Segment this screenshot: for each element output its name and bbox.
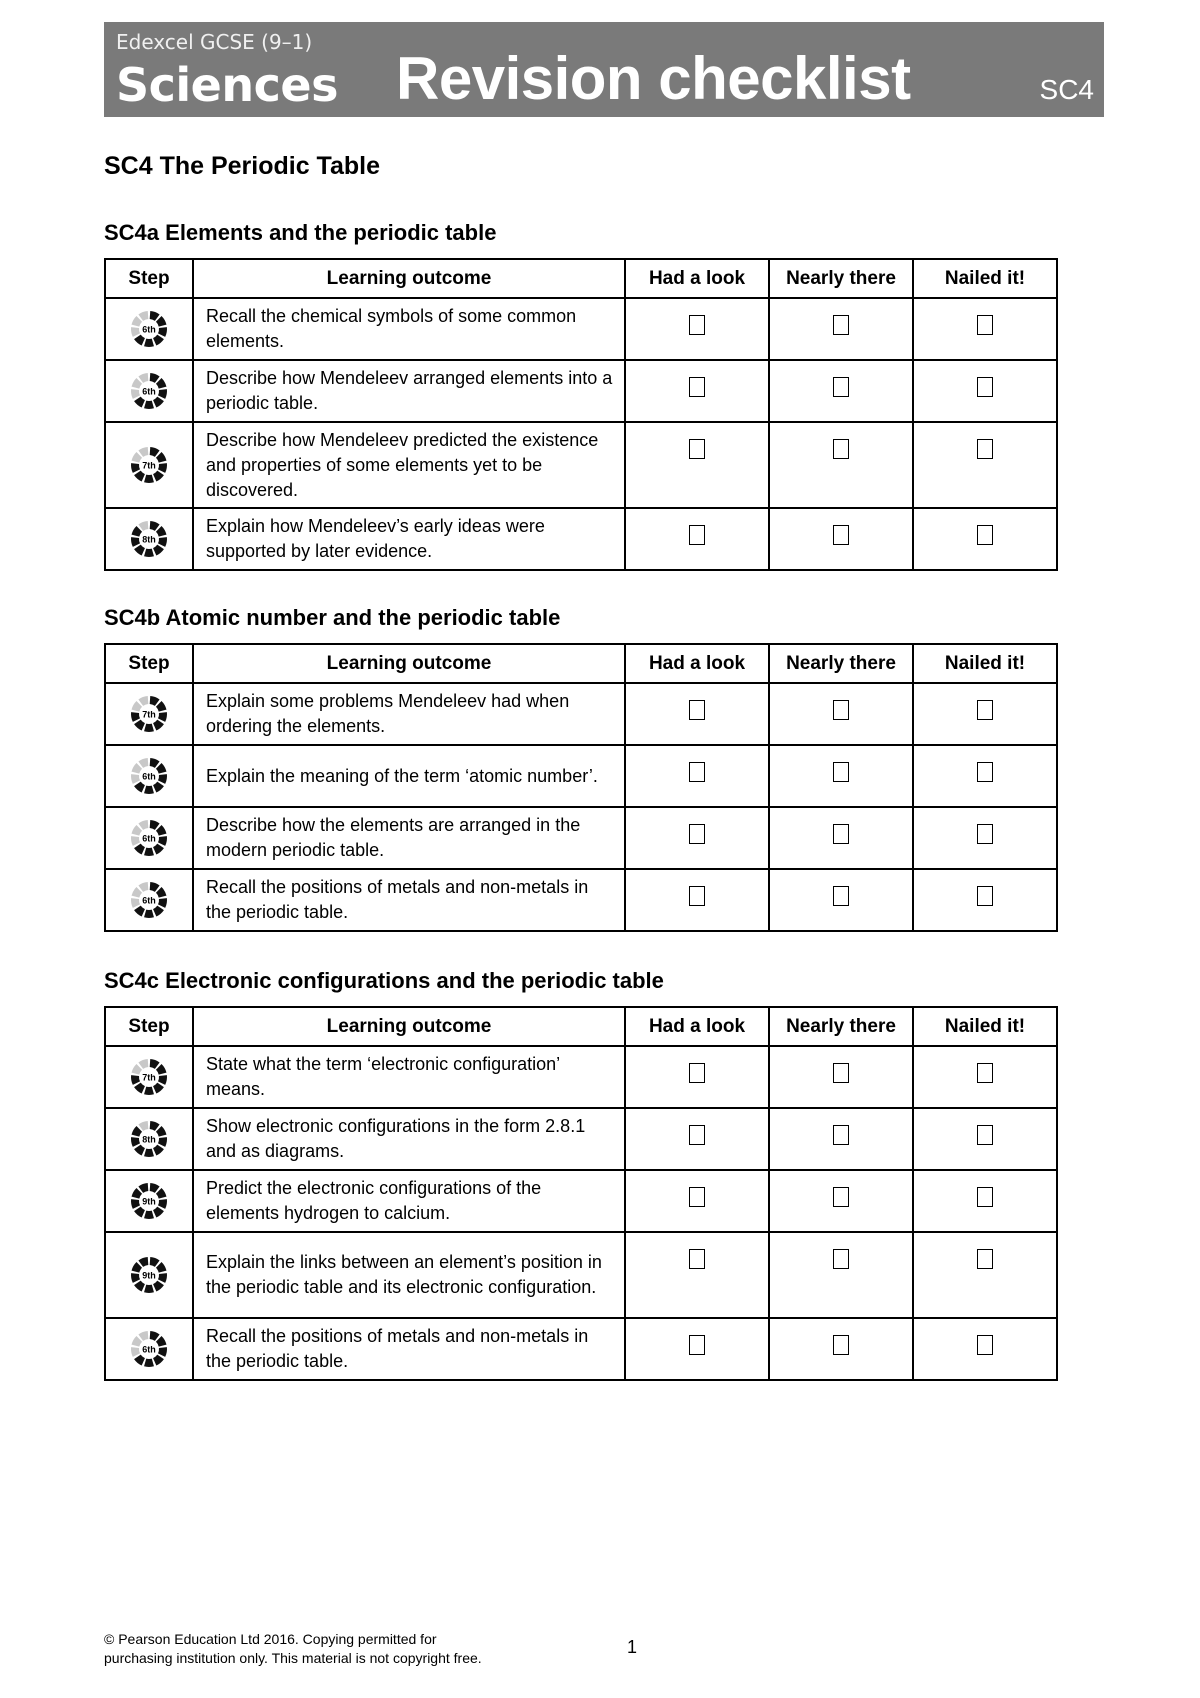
gauge-segment <box>134 844 145 855</box>
step-cell <box>105 422 193 508</box>
column-header: Nearly there <box>769 259 913 298</box>
nailed-it-checkbox[interactable] <box>977 886 993 906</box>
learning-outcome: Describe how Mendeleev arranged elements into a periodic table. <box>193 360 625 422</box>
had-a-look-cell <box>625 360 769 422</box>
gauge-segment <box>150 758 160 768</box>
gauge-segment <box>132 763 143 774</box>
step-label: 7th <box>142 1072 156 1083</box>
nearly-there-checkbox[interactable] <box>833 439 849 459</box>
gauge-segment <box>158 327 167 337</box>
nailed-it-checkbox[interactable] <box>977 1063 993 1083</box>
had-a-look-checkbox[interactable] <box>689 762 705 782</box>
gauge-segment <box>150 311 160 321</box>
step-gauge-icon <box>129 519 169 559</box>
table-header-row <box>105 644 1057 683</box>
step-cell <box>105 298 193 360</box>
column-header: Learning outcome <box>193 1007 625 1046</box>
had-a-look-cell <box>625 422 769 508</box>
gauge-segment <box>156 763 167 774</box>
column-header: Nailed it! <box>913 1007 1057 1046</box>
nailed-it-cell <box>913 422 1057 508</box>
table-row <box>105 508 1057 570</box>
gauge-segment <box>158 1075 167 1085</box>
gauge-segment <box>158 537 167 547</box>
gauge-segment <box>153 1207 164 1218</box>
step-gauge-icon <box>129 694 169 734</box>
step-label: 9th <box>142 1270 156 1281</box>
gauge-segment <box>150 1183 160 1193</box>
column-header: Nailed it! <box>913 644 1057 683</box>
nearly-there-cell <box>769 1170 913 1232</box>
page-title: SC4 The Periodic Table <box>104 152 381 180</box>
nearly-there-checkbox[interactable] <box>833 700 849 720</box>
gauge-segment <box>134 1145 145 1156</box>
column-header: Learning outcome <box>193 644 625 683</box>
step-gauge-icon <box>129 371 169 411</box>
step-cell <box>105 869 193 931</box>
had-a-look-checkbox[interactable] <box>689 886 705 906</box>
step-label: 6th <box>142 771 156 782</box>
step-label: 7th <box>142 460 156 471</box>
nailed-it-cell <box>913 360 1057 422</box>
learning-outcome: Recall the chemical symbols of some common elements. <box>193 298 625 360</box>
had-a-look-cell <box>625 869 769 931</box>
gauge-segment <box>134 545 145 556</box>
learning-outcome: Explain how Mendeleev’s early ideas were supported by later evidence. <box>193 508 625 570</box>
nearly-there-cell <box>769 298 913 360</box>
nailed-it-cell <box>913 1318 1057 1380</box>
gauge-segment <box>144 1211 154 1219</box>
gauge-segment <box>131 836 140 846</box>
had-a-look-cell <box>625 1108 769 1170</box>
gauge-segment <box>131 1347 140 1357</box>
gauge-segment <box>132 1126 143 1137</box>
checklist-table <box>104 1006 1058 1381</box>
step-label: 7th <box>142 709 156 720</box>
gauge-segment <box>153 545 164 556</box>
nailed-it-checkbox[interactable] <box>977 1125 993 1145</box>
gauge-segment <box>156 1188 167 1199</box>
column-header: Had a look <box>625 644 769 683</box>
gauge-segment <box>138 373 148 383</box>
gauge-segment <box>138 1183 148 1193</box>
gauge-segment <box>158 1137 167 1147</box>
gauge-segment <box>144 848 154 856</box>
gauge-segment <box>132 887 143 898</box>
gauge-segment <box>131 712 140 722</box>
gauge-segment <box>153 397 164 408</box>
step-gauge-icon <box>129 818 169 858</box>
step-gauge-icon <box>129 880 169 920</box>
nailed-it-checkbox[interactable] <box>977 762 993 782</box>
table-row <box>105 360 1057 422</box>
had-a-look-checkbox[interactable] <box>689 439 705 459</box>
gauge-segment <box>153 335 164 346</box>
had-a-look-checkbox[interactable] <box>689 1249 705 1269</box>
gauge-segment <box>131 774 140 784</box>
gauge-segment <box>156 701 167 712</box>
nearly-there-cell <box>769 508 913 570</box>
nearly-there-cell <box>769 422 913 508</box>
gauge-segment <box>153 906 164 917</box>
learning-outcome: Show electronic configurations in the form 2.8.1 and as diagrams. <box>193 1108 625 1170</box>
table-header-row <box>105 259 1057 298</box>
step-gauge-icon <box>129 1119 169 1159</box>
column-header: Nailed it! <box>913 259 1057 298</box>
had-a-look-checkbox[interactable] <box>689 525 705 545</box>
gauge-segment <box>158 1347 167 1357</box>
gauge-segment <box>156 825 167 836</box>
gauge-segment <box>132 825 143 836</box>
nailed-it-cell <box>913 1170 1057 1232</box>
gauge-segment <box>132 701 143 712</box>
step-gauge-icon <box>129 756 169 796</box>
nailed-it-checkbox[interactable] <box>977 439 993 459</box>
nailed-it-cell <box>913 869 1057 931</box>
gauge-segment <box>156 316 167 327</box>
gauge-segment <box>156 1336 167 1347</box>
copyright-notice <box>104 1630 482 1668</box>
column-header: Step <box>105 644 193 683</box>
gauge-segment <box>144 1087 154 1095</box>
gauge-segment <box>138 820 148 830</box>
gauge-segment <box>138 696 148 706</box>
gauge-segment <box>144 1149 154 1157</box>
gauge-segment <box>132 526 143 537</box>
had-a-look-cell <box>625 508 769 570</box>
nearly-there-cell <box>769 1046 913 1108</box>
gauge-segment <box>144 401 154 409</box>
gauge-segment <box>131 898 140 908</box>
nearly-there-checkbox[interactable] <box>833 525 849 545</box>
gauge-segment <box>134 906 145 917</box>
nailed-it-cell <box>913 508 1057 570</box>
gauge-segment <box>138 311 148 321</box>
gauge-segment <box>156 378 167 389</box>
learning-outcome: State what the term ‘electronic configuration’ means. <box>193 1046 625 1108</box>
gauge-segment <box>144 1285 154 1293</box>
table-row <box>105 1046 1057 1108</box>
learning-outcome: Describe how Mendeleev predicted the existence and properties of some elements yet to be discovered. <box>193 422 625 508</box>
had-a-look-checkbox[interactable] <box>689 1187 705 1207</box>
nailed-it-checkbox[interactable] <box>977 1335 993 1355</box>
had-a-look-cell <box>625 683 769 745</box>
copyright-line-1: © Pearson Education Ltd 2016. Copying permitted for <box>104 1631 437 1647</box>
gauge-segment <box>134 1083 145 1094</box>
step-gauge-icon <box>129 445 169 485</box>
gauge-segment <box>144 1359 154 1367</box>
table-row <box>105 1318 1057 1380</box>
step-label: 9th <box>142 1196 156 1207</box>
table-row <box>105 745 1057 807</box>
column-header: Had a look <box>625 259 769 298</box>
step-cell <box>105 745 193 807</box>
gauge-segment <box>153 1083 164 1094</box>
nearly-there-checkbox[interactable] <box>833 762 849 782</box>
gauge-segment <box>131 1075 140 1085</box>
nailed-it-checkbox[interactable] <box>977 377 993 397</box>
gauge-segment <box>158 389 167 399</box>
nailed-it-checkbox[interactable] <box>977 700 993 720</box>
nailed-it-cell <box>913 745 1057 807</box>
gauge-segment <box>150 373 160 383</box>
nailed-it-cell <box>913 807 1057 869</box>
had-a-look-checkbox[interactable] <box>689 1335 705 1355</box>
gauge-segment <box>132 1336 143 1347</box>
nearly-there-cell <box>769 1232 913 1318</box>
step-gauge-icon <box>129 1181 169 1221</box>
series-label: Edexcel GCSE (9–1) <box>116 30 313 54</box>
step-label: 6th <box>142 324 156 335</box>
nearly-there-cell <box>769 683 913 745</box>
had-a-look-cell <box>625 1170 769 1232</box>
nearly-there-checkbox[interactable] <box>833 1063 849 1083</box>
header-banner <box>104 22 1104 117</box>
nailed-it-checkbox[interactable] <box>977 315 993 335</box>
gauge-segment <box>138 1059 148 1069</box>
table-row <box>105 298 1057 360</box>
had-a-look-cell <box>625 745 769 807</box>
had-a-look-checkbox[interactable] <box>689 700 705 720</box>
gauge-segment <box>150 820 160 830</box>
gauge-segment <box>144 786 154 794</box>
table-row <box>105 422 1057 508</box>
gauge-segment <box>131 537 140 547</box>
nailed-it-checkbox[interactable] <box>977 1249 993 1269</box>
gauge-segment <box>150 447 160 457</box>
nearly-there-checkbox[interactable] <box>833 886 849 906</box>
step-label: 8th <box>142 534 156 545</box>
nearly-there-checkbox[interactable] <box>833 1125 849 1145</box>
nearly-there-cell <box>769 869 913 931</box>
table-row <box>105 1232 1057 1318</box>
gauge-segment <box>150 521 160 531</box>
gauge-segment <box>156 452 167 463</box>
document-title: Revision checklist <box>396 45 911 112</box>
gauge-segment <box>153 1281 164 1292</box>
gauge-segment <box>144 339 154 347</box>
gauge-segment <box>134 720 145 731</box>
gauge-segment <box>132 452 143 463</box>
table-row <box>105 869 1057 931</box>
step-label: 8th <box>142 1134 156 1145</box>
learning-outcome: Explain the meaning of the term ‘atomic number’. <box>193 745 625 807</box>
gauge-segment <box>132 378 143 389</box>
nearly-there-checkbox[interactable] <box>833 1335 849 1355</box>
step-cell <box>105 508 193 570</box>
page-number: 1 <box>627 1637 638 1657</box>
gauge-segment <box>134 1281 145 1292</box>
had-a-look-cell <box>625 1232 769 1318</box>
gauge-segment <box>153 471 164 482</box>
gauge-segment <box>144 724 154 732</box>
checklist-table <box>104 258 1058 571</box>
gauge-segment <box>138 758 148 768</box>
step-cell <box>105 1046 193 1108</box>
had-a-look-cell <box>625 807 769 869</box>
gauge-segment <box>134 1355 145 1366</box>
step-cell <box>105 360 193 422</box>
gauge-segment <box>150 696 160 706</box>
column-header: Step <box>105 1007 193 1046</box>
gauge-segment <box>131 327 140 337</box>
table-row <box>105 1108 1057 1170</box>
learning-outcome: Explain the links between an element’s position in the periodic table and its electronic configuration. <box>193 1232 625 1318</box>
column-header: Step <box>105 259 193 298</box>
step-cell <box>105 1318 193 1380</box>
table-row <box>105 683 1057 745</box>
learning-outcome: Predict the electronic configurations of the elements hydrogen to calcium. <box>193 1170 625 1232</box>
gauge-segment <box>158 1273 167 1283</box>
nailed-it-cell <box>913 683 1057 745</box>
gauge-segment <box>158 836 167 846</box>
nailed-it-checkbox[interactable] <box>977 525 993 545</box>
gauge-segment <box>131 389 140 399</box>
gauge-segment <box>131 1137 140 1147</box>
gauge-segment <box>156 526 167 537</box>
gauge-segment <box>156 1262 167 1273</box>
step-gauge-icon <box>129 1057 169 1097</box>
step-gauge-icon <box>129 309 169 349</box>
section-title: SC4b Atomic number and the periodic table <box>104 605 561 630</box>
nearly-there-checkbox[interactable] <box>833 377 849 397</box>
table-row <box>105 807 1057 869</box>
had-a-look-checkbox[interactable] <box>689 1125 705 1145</box>
gauge-segment <box>138 521 148 531</box>
had-a-look-cell <box>625 298 769 360</box>
step-cell <box>105 1232 193 1318</box>
gauge-segment <box>138 1257 148 1267</box>
gauge-segment <box>153 782 164 793</box>
gauge-segment <box>134 1207 145 1218</box>
had-a-look-checkbox[interactable] <box>689 315 705 335</box>
nailed-it-cell <box>913 1232 1057 1318</box>
gauge-segment <box>153 1145 164 1156</box>
nailed-it-cell <box>913 1046 1057 1108</box>
nearly-there-cell <box>769 807 913 869</box>
column-header: Nearly there <box>769 644 913 683</box>
gauge-segment <box>144 549 154 557</box>
nailed-it-cell <box>913 298 1057 360</box>
nailed-it-checkbox[interactable] <box>977 824 993 844</box>
checklist-table <box>104 643 1058 932</box>
gauge-segment <box>153 844 164 855</box>
column-header: Had a look <box>625 1007 769 1046</box>
column-header: Nearly there <box>769 1007 913 1046</box>
learning-outcome: Explain some problems Mendeleev had when ordering the elements. <box>193 683 625 745</box>
step-label: 6th <box>142 1344 156 1355</box>
gauge-segment <box>138 447 148 457</box>
gauge-segment <box>131 1199 140 1209</box>
gauge-segment <box>134 782 145 793</box>
gauge-segment <box>150 882 160 892</box>
had-a-look-cell <box>625 1046 769 1108</box>
had-a-look-checkbox[interactable] <box>689 824 705 844</box>
nailed-it-checkbox[interactable] <box>977 1187 993 1207</box>
step-cell <box>105 807 193 869</box>
topic-code: SC4 <box>1039 74 1094 105</box>
table-header-row <box>105 1007 1057 1046</box>
had-a-look-checkbox[interactable] <box>689 377 705 397</box>
step-gauge-icon <box>129 1329 169 1369</box>
nearly-there-checkbox[interactable] <box>833 315 849 335</box>
gauge-segment <box>131 1273 140 1283</box>
nearly-there-checkbox[interactable] <box>833 1249 849 1269</box>
nearly-there-checkbox[interactable] <box>833 1187 849 1207</box>
gauge-segment <box>156 887 167 898</box>
gauge-segment <box>158 898 167 908</box>
section-title: SC4a Elements and the periodic table <box>104 220 497 245</box>
step-cell <box>105 1170 193 1232</box>
gauge-segment <box>134 471 145 482</box>
nearly-there-cell <box>769 745 913 807</box>
gauge-segment <box>131 463 140 473</box>
gauge-segment <box>132 1064 143 1075</box>
gauge-segment <box>138 1121 148 1131</box>
step-cell <box>105 683 193 745</box>
table-row <box>105 1170 1057 1232</box>
gauge-segment <box>158 1199 167 1209</box>
gauge-segment <box>144 475 154 483</box>
section-title: SC4c Electronic configurations and the periodic table <box>104 968 664 993</box>
step-gauge-icon <box>129 1255 169 1295</box>
gauge-segment <box>158 774 167 784</box>
gauge-segment <box>158 463 167 473</box>
gauge-segment <box>134 397 145 408</box>
learning-outcome: Describe how the elements are arranged in the modern periodic table. <box>193 807 625 869</box>
step-label: 6th <box>142 895 156 906</box>
had-a-look-checkbox[interactable] <box>689 1063 705 1083</box>
gauge-segment <box>158 712 167 722</box>
gauge-segment <box>153 1355 164 1366</box>
step-cell <box>105 1108 193 1170</box>
gauge-segment <box>150 1257 160 1267</box>
brand-logo: Sciences <box>116 58 338 112</box>
column-header: Learning outcome <box>193 259 625 298</box>
gauge-segment <box>132 1188 143 1199</box>
gauge-segment <box>138 1331 148 1341</box>
nearly-there-cell <box>769 360 913 422</box>
gauge-segment <box>150 1059 160 1069</box>
gauge-segment <box>156 1064 167 1075</box>
gauge-segment <box>150 1121 160 1131</box>
gauge-segment <box>132 316 143 327</box>
step-label: 6th <box>142 833 156 844</box>
gauge-segment <box>132 1262 143 1273</box>
copyright-line-2: purchasing institution only. This material is not copyright free. <box>104 1650 482 1666</box>
nailed-it-cell <box>913 1108 1057 1170</box>
step-label: 6th <box>142 386 156 397</box>
nearly-there-cell <box>769 1318 913 1380</box>
learning-outcome: Recall the positions of metals and non-metals in the periodic table. <box>193 869 625 931</box>
nearly-there-cell <box>769 1108 913 1170</box>
gauge-segment <box>156 1126 167 1137</box>
gauge-segment <box>150 1331 160 1341</box>
gauge-segment <box>144 910 154 918</box>
had-a-look-cell <box>625 1318 769 1380</box>
gauge-segment <box>134 335 145 346</box>
gauge-segment <box>153 720 164 731</box>
gauge-segment <box>138 882 148 892</box>
learning-outcome: Recall the positions of metals and non-metals in the periodic table. <box>193 1318 625 1380</box>
nearly-there-checkbox[interactable] <box>833 824 849 844</box>
